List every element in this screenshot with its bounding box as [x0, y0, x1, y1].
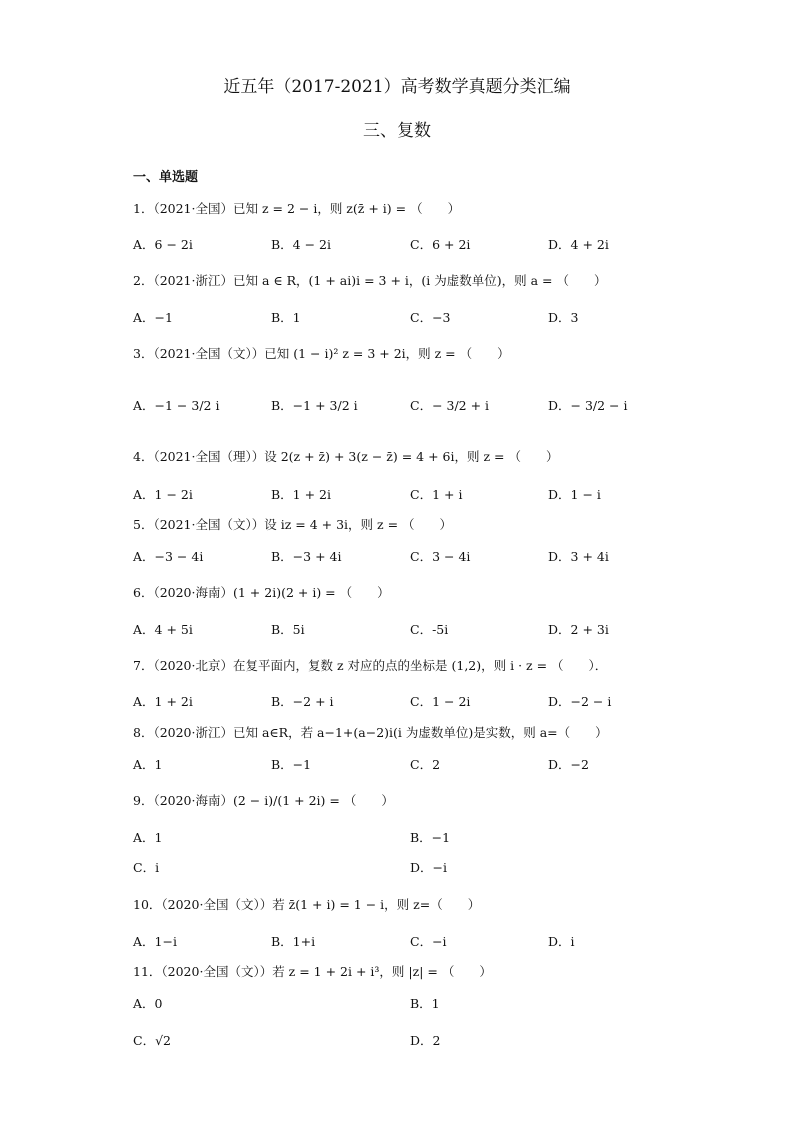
question-4-option-d: D．1 − i: [548, 487, 601, 502]
question-4-option-b: B．1 + 2i: [271, 487, 332, 502]
question-7-option-a: A．1 + 2i: [133, 694, 193, 709]
question-7-option-d: D．−2 − i: [548, 694, 612, 709]
question-6-option-b: B．5i: [271, 622, 305, 637]
section-heading: 一、单选题: [133, 170, 199, 185]
question-4-option-c: C．1 + i: [410, 487, 463, 502]
question-4-option-a: A．1 − 2i: [133, 487, 193, 502]
question-8-option-b: B．−1: [271, 757, 312, 772]
question-6-option-a: A．4 + 5i: [133, 622, 193, 637]
question-9-option-a: A．1: [133, 830, 163, 845]
question-9-option-c: C．i: [133, 860, 160, 875]
question-2-option-d: D．3: [548, 310, 579, 325]
question-9-option-d: D．−i: [410, 860, 447, 875]
page-subtitle: 三、复数: [363, 121, 431, 141]
question-10-option-c: C．−i: [410, 934, 447, 949]
question-6-stem: 6．（2020·海南）(1 + 2i)(2 + i) = （ ）: [133, 585, 390, 600]
question-8-option-a: A．1: [133, 757, 163, 772]
question-3-option-d: D．− 3/2 − i: [548, 398, 628, 413]
question-2-option-c: C．−3: [410, 310, 451, 325]
question-11-option-d: D．2: [410, 1033, 441, 1048]
question-10-option-d: D．i: [548, 934, 575, 949]
question-3-option-b: B．−1 + 3/2 i: [271, 398, 358, 413]
question-10-stem: 10．（2020·全国（文））若 z̄(1 + i) = 1 − i，则 z=（ ）: [133, 897, 481, 912]
question-11-stem: 11．（2020·全国（文））若 z = 1 + 2i + i³，则 |z| = （ ）: [133, 964, 492, 979]
question-7-option-b: B．−2 + i: [271, 694, 334, 709]
question-2-option-a: A．−1: [133, 310, 173, 325]
question-11-option-c: C．√2: [133, 1033, 171, 1048]
question-7-stem: 7．（2020·北京）在复平面内，复数 z 对应的点的坐标是 (1,2)，则 i · z = （ ）．: [133, 658, 608, 673]
question-1-stem: 1．（2021·全国）已知 z = 2 − i，则 z(z̄ + i) = （ ）: [133, 201, 461, 216]
question-5-option-a: A．−3 − 4i: [133, 549, 204, 564]
page-title: 近五年（2017-2021）高考数学真题分类汇编: [223, 77, 571, 97]
question-5-option-d: D．3 + 4i: [548, 549, 609, 564]
question-6-option-c: C．-5i: [410, 622, 449, 637]
question-2-stem: 2．（2021·浙江）已知 a ∈ R，(1 + ai)i = 3 + i，(i 为虚数单位)，则 a = （ ）: [133, 273, 607, 288]
question-8-option-d: D．−2: [548, 757, 589, 772]
question-8-stem: 8．（2020·浙江）已知 a∈R，若 a−1+(a−2)i(i 为虚数单位)是实数，则 a=（ ）: [133, 725, 608, 740]
question-1-option-a: A．6 − 2i: [133, 237, 193, 252]
question-5-option-c: C．3 − 4i: [410, 549, 471, 564]
question-3-option-c: C．− 3/2 + i: [410, 398, 490, 413]
question-7-option-c: C．1 − 2i: [410, 694, 471, 709]
question-5-stem: 5．（2021·全国（文））设 iz = 4 + 3i，则 z = （ ）: [133, 517, 453, 532]
question-8-option-c: C．2: [410, 757, 441, 772]
question-9-option-b: B．−1: [410, 830, 451, 845]
question-10-option-a: A．1−i: [133, 934, 177, 949]
question-5-option-b: B．−3 + 4i: [271, 549, 342, 564]
question-6-option-d: D．2 + 3i: [548, 622, 609, 637]
question-11-option-b: B．1: [410, 996, 440, 1011]
question-2-option-b: B．1: [271, 310, 301, 325]
question-1-option-d: D．4 + 2i: [548, 237, 609, 252]
question-4-stem: 4．（2021·全国（理））设 2(z + z̄) + 3(z − z̄) = 4 + 6i，则 z = （ ）: [133, 449, 559, 464]
question-1-option-c: C．6 + 2i: [410, 237, 471, 252]
question-1-option-b: B．4 − 2i: [271, 237, 332, 252]
question-3-option-a: A．−1 − 3/2 i: [133, 398, 220, 413]
question-10-option-b: B．1+i: [271, 934, 316, 949]
question-11-option-a: A．0: [133, 996, 163, 1011]
question-3-stem: 3．（2021·全国（文））已知 (1 − i)² z = 3 + 2i，则 z = （ ）: [133, 346, 510, 361]
question-9-stem: 9．（2020·海南）(2 − i)/(1 + 2i) = （ ）: [133, 793, 394, 808]
